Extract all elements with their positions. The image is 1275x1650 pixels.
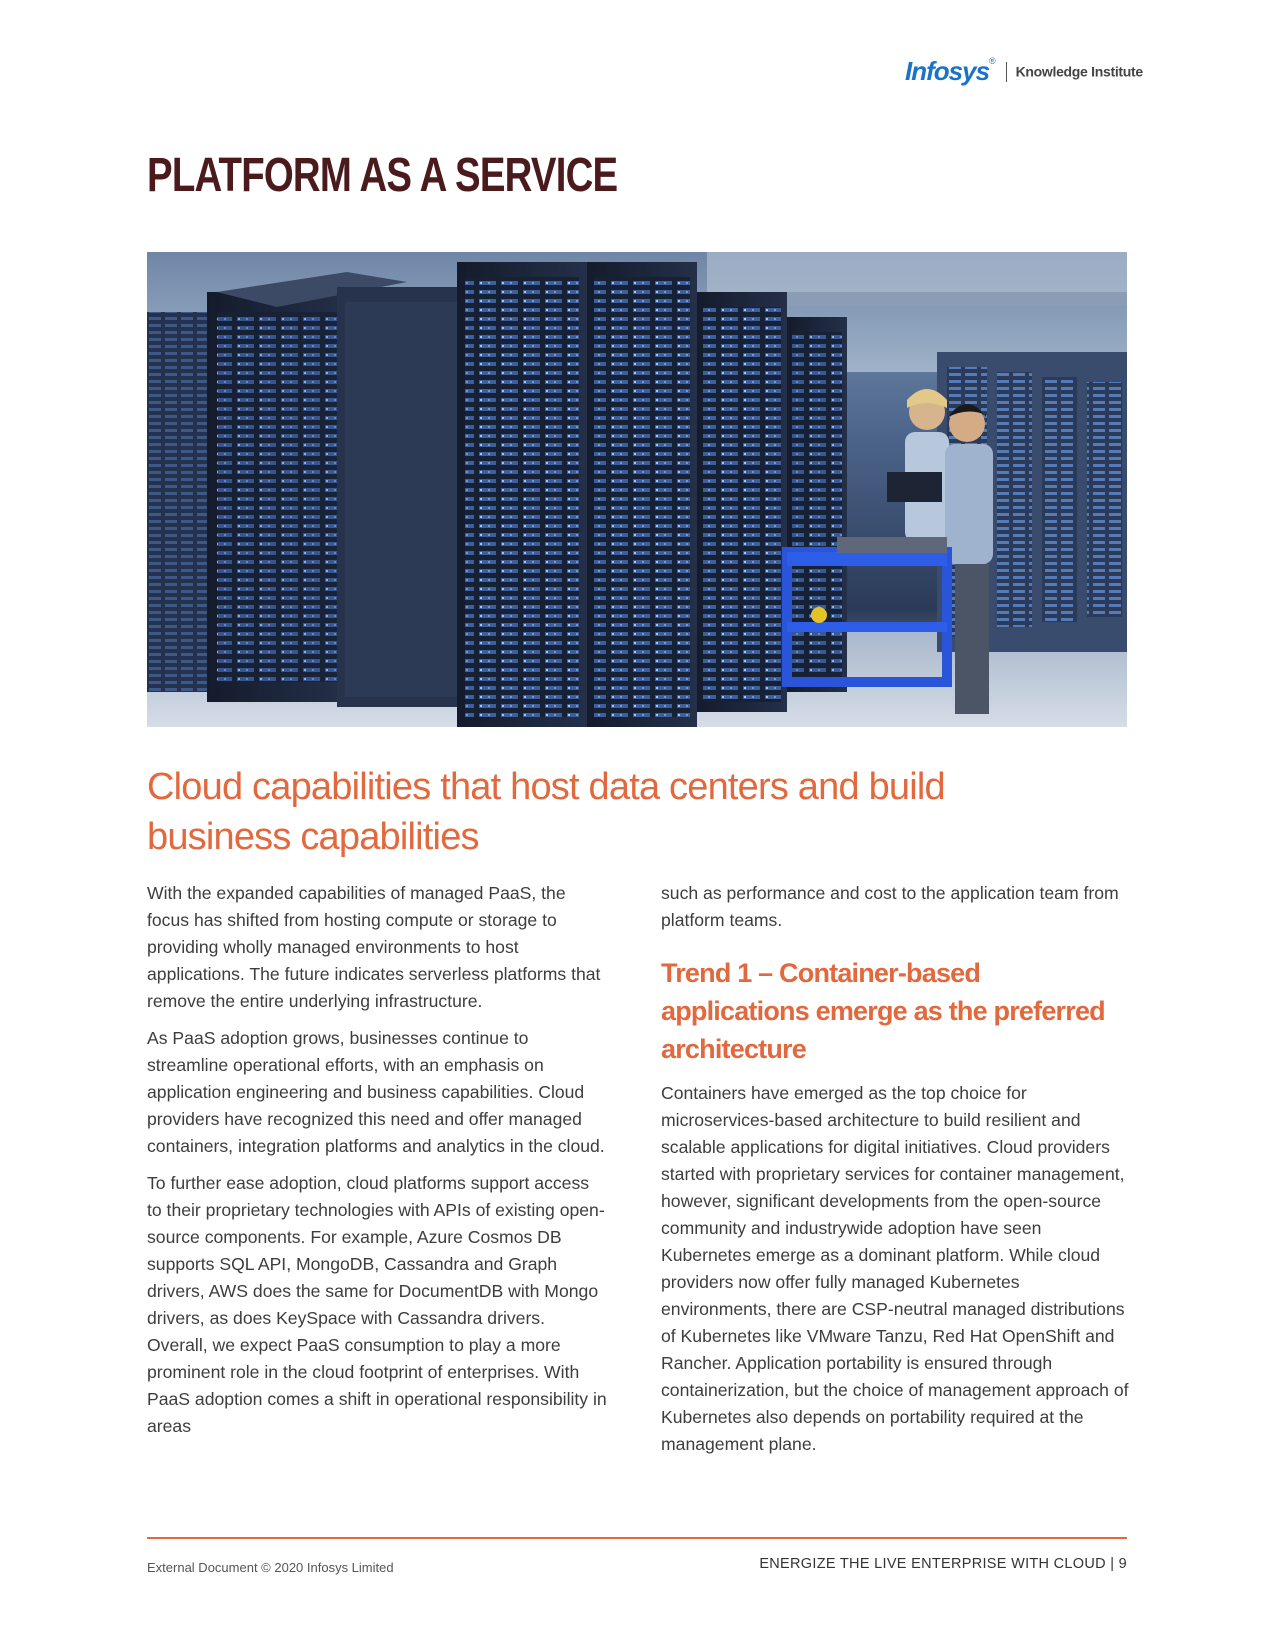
- left-column: [147, 880, 607, 1450]
- trend-heading: Trend 1 – Container-based applications emerge as the preferred architecture: [661, 958, 1105, 1064]
- footer-copyright: External Document © 2020 Infosys Limited: [147, 1560, 394, 1575]
- footer-page-label: ENERGIZE THE LIVE ENTERPRISE WITH CLOUD | 9: [759, 1556, 1127, 1572]
- logo-subtitle: Knowledge Institute: [1015, 63, 1143, 80]
- trend-body: Containers have emerged as the top choice for microservices-based architecture to build resilient and scalable applications for digital initiatives. Cloud providers started with proprietary services for container management, however, significant developments from the open-source community and industrywide adoption have seen Kubernetes emerge as a dominant platform. While cloud providers now offer fully managed Kubernetes environments, there are CSP-neutral managed distributions of Kubernetes like VMware Tanzu, Red Hat OpenShift and Rancher. Application portability is ensured through containerization, but the choice of management approach of Kubernetes also depends on portability required at the management plane.: [661, 1083, 1129, 1454]
- paragraph: To further ease adoption, cloud platforms support access to their proprietary technologies with APIs of existing open-source components. For example, Azure Cosmos DB supports SQL API, MongoDB, Cassandra and Graph drivers, AWS does the same for DocumentDB with Mongo drivers, as does KeySpace with Cassandra drivers. Overall, we expect PaaS consumption to play a more prominent role in the cloud footprint of enterprises. With PaaS adoption comes a shift in operational responsibility in areas: [147, 1173, 607, 1436]
- infosys-knowledge-institute-logo: [905, 56, 1143, 86]
- right-column: [661, 880, 1131, 1468]
- paragraph-continuation: such as performance and cost to the application team from platform teams.: [661, 883, 1119, 930]
- paragraph: With the expanded capabilities of managed PaaS, the focus has shifted from hosting compute or storage to providing wholly managed environments to host applications. The future indicates serverless platforms that remove the entire underlying infrastructure.: [147, 883, 601, 1011]
- paragraph: As PaaS adoption grows, businesses continue to streamline operational efforts, with an emphasis on application engineering and business capabilities. Cloud providers have recognized this need and offer managed containers, integration platforms and analytics in the cloud.: [147, 1028, 605, 1156]
- section-heading: Cloud capabilities that host data centers and build business capabilities: [147, 766, 945, 858]
- page-title: PLATFORM AS A SERVICE: [147, 149, 618, 202]
- logo-divider: [1006, 62, 1007, 82]
- data-center-illustration: [147, 252, 1127, 727]
- logo-brand: Infosys: [905, 56, 990, 86]
- footer-divider: [147, 1537, 1127, 1539]
- data-center-photo: [147, 252, 1127, 727]
- logo-registered-mark: ®: [989, 56, 996, 66]
